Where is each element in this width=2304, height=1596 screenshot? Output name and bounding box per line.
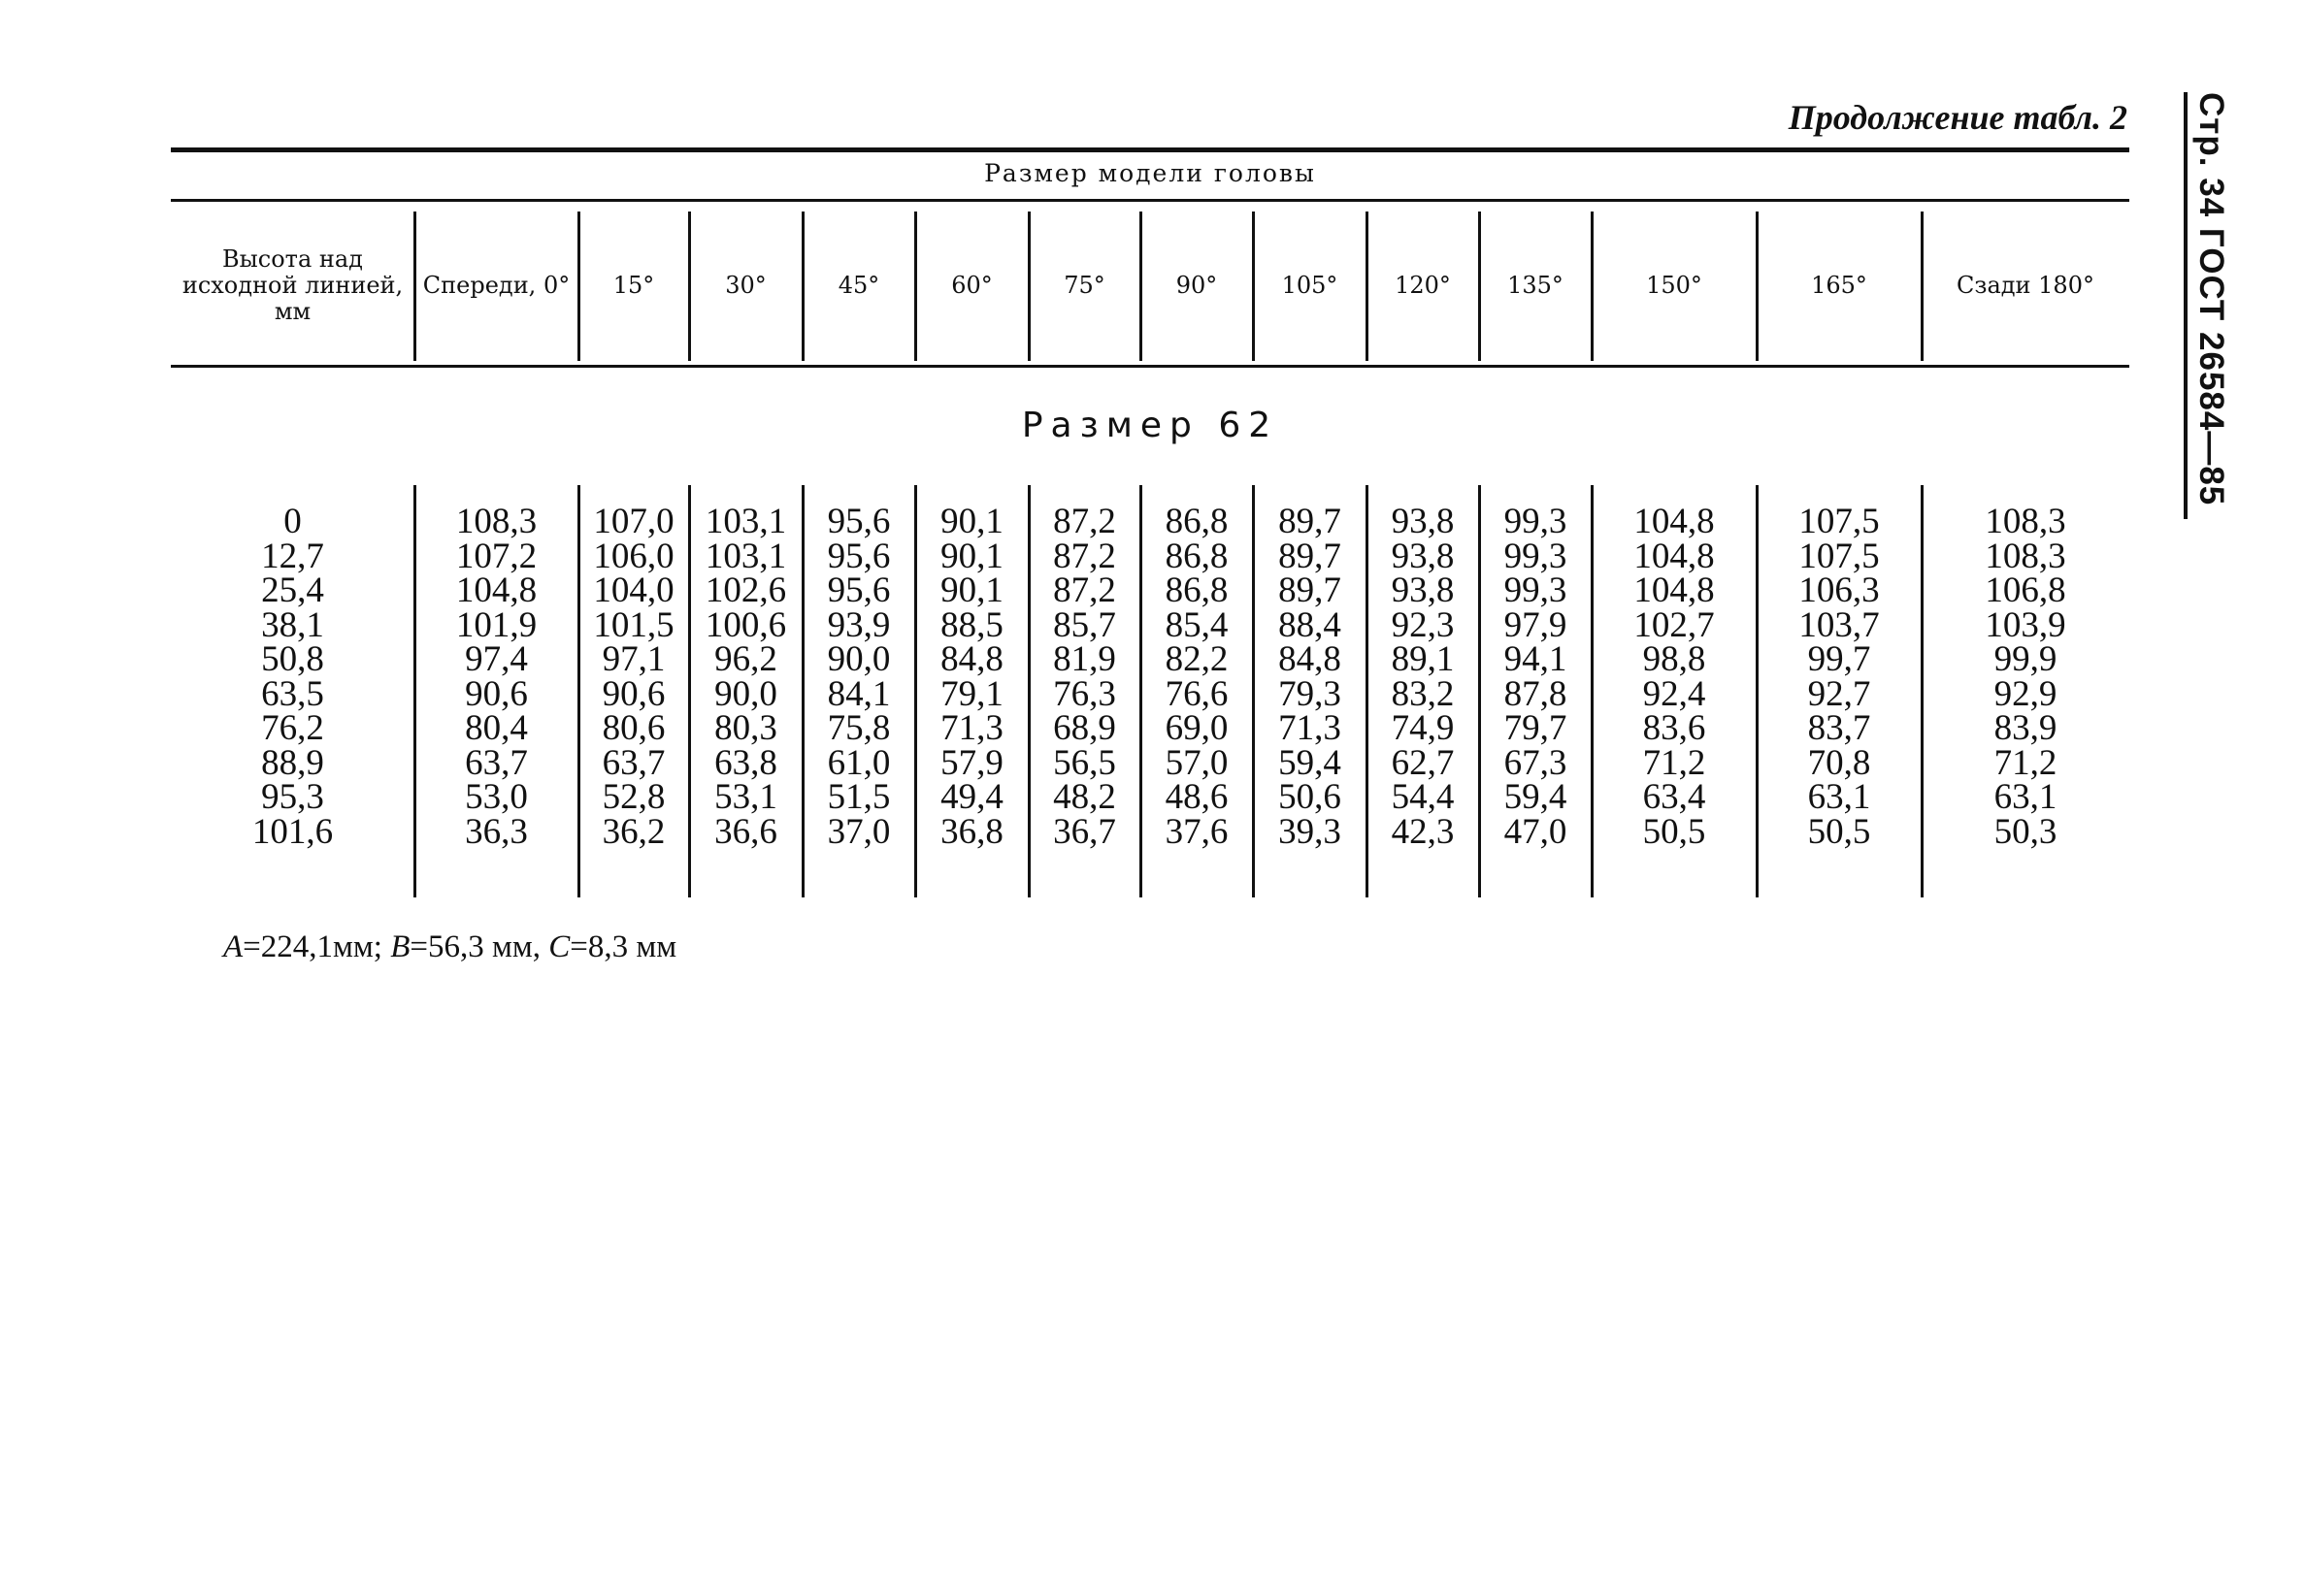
table-cell: 90,1 <box>940 502 1004 541</box>
continuation-label: Продолжение табл. 2 <box>1788 98 2127 137</box>
table-cell: 90,1 <box>940 570 1004 610</box>
table-cell: 53,1 <box>714 777 777 817</box>
table-cell: 103,7 <box>1798 604 1880 645</box>
table-cell: 106,3 <box>1798 570 1880 610</box>
table-cell: 50,6 <box>1278 777 1341 817</box>
table-cell: 90,1 <box>940 536 1004 576</box>
table-cell: 82,2 <box>1165 639 1229 679</box>
table-cell: 36,7 <box>1053 811 1116 852</box>
table-cell: 99,3 <box>1503 502 1567 541</box>
value-column <box>1366 502 1479 852</box>
value-column <box>1253 502 1366 852</box>
table-cell: 95,6 <box>827 570 891 610</box>
column-header: 30° <box>725 271 767 299</box>
table-cell: 97,1 <box>602 639 666 679</box>
table-cell: 56,5 <box>1053 742 1116 783</box>
footnote-c-value: =8,3 мм <box>570 929 677 964</box>
table-cell: 79,7 <box>1503 708 1567 748</box>
table-cell: 104,8 <box>1633 502 1715 541</box>
table-cell: 36,6 <box>714 811 777 852</box>
header-column-divider <box>914 212 917 361</box>
table-cell: 63,1 <box>1807 777 1871 817</box>
table-cell: 0 <box>283 502 302 541</box>
table-cell: 12,7 <box>261 536 324 576</box>
table-cell: 101,9 <box>455 604 538 645</box>
table-cell: 106,8 <box>1985 570 2066 610</box>
table-cell: 103,1 <box>705 502 787 541</box>
table-cell: 92,4 <box>1642 673 1706 714</box>
table-cell: 71,3 <box>940 708 1004 748</box>
table-cell: 63,8 <box>714 742 777 783</box>
table-cell: 95,6 <box>827 502 891 541</box>
table-cell: 36,8 <box>940 811 1004 852</box>
header-column-divider <box>1139 212 1142 361</box>
value-column <box>915 502 1029 852</box>
table-cell: 63,7 <box>602 742 666 783</box>
table-cell: 100,6 <box>705 604 787 645</box>
table-cell: 69,0 <box>1165 708 1229 748</box>
table-cell: 86,8 <box>1165 536 1229 576</box>
dimension-footnote <box>223 929 676 965</box>
table-cell: 68,9 <box>1053 708 1116 748</box>
footnote-a-label: A <box>223 929 244 964</box>
body-column-divider <box>1591 485 1594 897</box>
table-cell: 102,6 <box>705 570 787 610</box>
header-column-divider <box>1591 212 1594 361</box>
footnote-a-value: =224,1мм; <box>243 929 382 964</box>
table-cell: 62,7 <box>1391 742 1455 783</box>
table-cell: 67,3 <box>1503 742 1567 783</box>
footnote-b-value: =56,3 мм, <box>410 929 542 964</box>
table-cell: 104,8 <box>455 570 538 610</box>
table-cell: 103,1 <box>705 536 787 576</box>
table-cell: 71,3 <box>1278 708 1341 748</box>
table-cell: 37,6 <box>1165 811 1229 852</box>
table-cell: 52,8 <box>602 777 666 817</box>
column-header: 45° <box>838 271 880 299</box>
table-cell: 89,7 <box>1278 536 1341 576</box>
table-cell: 84,1 <box>827 673 891 714</box>
table-cell: 108,3 <box>1985 536 2066 576</box>
table-cell: 97,4 <box>465 639 528 679</box>
table-cell: 63,1 <box>1993 777 2057 817</box>
header-column-divider <box>1028 212 1031 361</box>
table-cell: 38,1 <box>261 604 324 645</box>
table-header-bottom-rule <box>171 365 2129 368</box>
body-column-divider <box>1028 485 1031 897</box>
table-cell: 80,4 <box>465 708 528 748</box>
header-column-divider <box>1756 212 1759 361</box>
table-cell: 104,0 <box>593 570 675 610</box>
table-cell: 87,2 <box>1053 536 1116 576</box>
table-cell: 99,3 <box>1503 570 1567 610</box>
side-running-head: Стр. 34 ГОСТ 26584—85 <box>2184 92 2230 519</box>
column-header: 75° <box>1064 271 1105 299</box>
column-header: Спереди, 0° <box>422 271 571 299</box>
table-cell: 80,6 <box>602 708 666 748</box>
table-cell: 107,0 <box>593 502 675 541</box>
table-cell: 83,2 <box>1391 673 1455 714</box>
table-cell: 83,7 <box>1807 708 1871 748</box>
table-cell: 87,8 <box>1503 673 1567 714</box>
table-cell: 57,0 <box>1165 742 1229 783</box>
table-cell: 99,7 <box>1807 639 1871 679</box>
value-column <box>1479 502 1592 852</box>
table-cell: 86,8 <box>1165 502 1229 541</box>
table-cell: 108,3 <box>455 502 538 541</box>
table-cell: 104,8 <box>1633 536 1715 576</box>
body-column-divider <box>1366 485 1368 897</box>
table-cell: 89,7 <box>1278 502 1341 541</box>
header-column-divider <box>413 212 416 361</box>
table-group-rule <box>171 199 2129 202</box>
row-header-height: Высота над исходной линией, мм <box>181 244 404 325</box>
header-column-divider <box>688 212 691 361</box>
table-cell: 98,8 <box>1642 639 1706 679</box>
table-cell: 90,6 <box>602 673 666 714</box>
table-cell: 53,0 <box>465 777 528 817</box>
column-header: 165° <box>1811 271 1867 299</box>
table-cell: 85,7 <box>1053 604 1116 645</box>
value-column <box>1140 502 1253 852</box>
value-column <box>578 502 689 852</box>
table-cell: 99,9 <box>1993 639 2057 679</box>
height-column <box>171 502 444 852</box>
table-cell: 63,5 <box>261 673 324 714</box>
table-cell: 48,6 <box>1165 777 1229 817</box>
value-column <box>414 502 578 852</box>
table-cell: 49,4 <box>940 777 1004 817</box>
table-cell: 93,8 <box>1391 570 1455 610</box>
table-cell: 101,6 <box>251 811 334 852</box>
table-cell: 63,7 <box>465 742 528 783</box>
table-cell: 106,0 <box>593 536 675 576</box>
table-cell: 92,3 <box>1391 604 1455 645</box>
header-column-divider <box>1252 212 1255 361</box>
table-cell: 76,3 <box>1053 673 1116 714</box>
value-column <box>1029 502 1140 852</box>
table-cell: 83,6 <box>1642 708 1706 748</box>
table-cell: 92,9 <box>1993 673 2057 714</box>
column-header: 60° <box>951 271 993 299</box>
body-column-divider <box>1921 485 1924 897</box>
table-cell: 47,0 <box>1503 811 1567 852</box>
header-column-divider <box>1478 212 1481 361</box>
table-cell: 107,5 <box>1798 502 1880 541</box>
body-column-divider <box>577 485 580 897</box>
table-cell: 92,7 <box>1807 673 1871 714</box>
table-cell: 89,1 <box>1391 639 1455 679</box>
value-column <box>1592 502 1757 852</box>
table-cell: 71,2 <box>1642 742 1706 783</box>
footnote-b-label: B <box>390 929 411 964</box>
table-cell: 25,4 <box>261 570 324 610</box>
table-cell: 93,8 <box>1391 536 1455 576</box>
table-cell: 50,8 <box>261 639 324 679</box>
table-cell: 36,2 <box>602 811 666 852</box>
table-cell: 83,9 <box>1993 708 2057 748</box>
table-cell: 95,6 <box>827 536 891 576</box>
column-header: 120° <box>1395 271 1451 299</box>
table-cell: 94,1 <box>1503 639 1567 679</box>
table-cell: 81,9 <box>1053 639 1116 679</box>
value-column <box>689 502 803 852</box>
body-column-divider <box>1756 485 1759 897</box>
table-cell: 93,9 <box>827 604 891 645</box>
table-cell: 76,2 <box>261 708 324 748</box>
table-cell: 61,0 <box>827 742 891 783</box>
table-cell: 50,5 <box>1642 811 1706 852</box>
table-cell: 74,9 <box>1391 708 1455 748</box>
table-cell: 79,3 <box>1278 673 1341 714</box>
table-cell: 90,0 <box>827 639 891 679</box>
body-column-divider <box>1139 485 1142 897</box>
body-column-divider <box>802 485 805 897</box>
value-column <box>1922 502 2129 852</box>
table-cell: 107,2 <box>455 536 538 576</box>
table-cell: 71,2 <box>1993 742 2057 783</box>
table-cell: 108,3 <box>1985 502 2066 541</box>
table-cell: 95,3 <box>261 777 324 817</box>
column-header: 105° <box>1281 271 1338 299</box>
table-cell: 87,2 <box>1053 570 1116 610</box>
value-column <box>803 502 915 852</box>
table-cell: 48,2 <box>1053 777 1116 817</box>
table-cell: 97,9 <box>1503 604 1567 645</box>
table-cell: 36,3 <box>465 811 528 852</box>
column-header: 15° <box>612 271 655 299</box>
column-header: 135° <box>1507 271 1563 299</box>
table-cell: 88,4 <box>1278 604 1341 645</box>
table-cell: 90,0 <box>714 673 777 714</box>
header-column-divider <box>1366 212 1368 361</box>
table-cell: 104,8 <box>1633 570 1715 610</box>
table-cell: 96,2 <box>714 639 777 679</box>
table-cell: 88,5 <box>940 604 1004 645</box>
table-cell: 87,2 <box>1053 502 1116 541</box>
header-column-divider <box>577 212 580 361</box>
table-group-header: Размер модели головы <box>984 159 1316 187</box>
body-column-divider <box>688 485 691 897</box>
table-cell: 42,3 <box>1391 811 1455 852</box>
table-cell: 37,0 <box>827 811 891 852</box>
table-top-rule <box>171 147 2129 152</box>
table-cell: 63,4 <box>1642 777 1706 817</box>
header-column-divider <box>1921 212 1924 361</box>
table-cell: 54,4 <box>1391 777 1455 817</box>
table-cell: 93,8 <box>1391 502 1455 541</box>
table-cell: 89,7 <box>1278 570 1341 610</box>
table-cell: 76,6 <box>1165 673 1229 714</box>
table-cell: 51,5 <box>827 777 891 817</box>
column-header: 150° <box>1646 271 1702 299</box>
table-cell: 59,4 <box>1278 742 1341 783</box>
body-column-divider <box>914 485 917 897</box>
column-header: 90° <box>1175 271 1218 299</box>
table-cell: 103,9 <box>1985 604 2066 645</box>
table-cell: 86,8 <box>1165 570 1229 610</box>
table-cell: 70,8 <box>1807 742 1871 783</box>
table-cell: 59,4 <box>1503 777 1567 817</box>
table-cell: 85,4 <box>1165 604 1229 645</box>
column-header: Сзади 180° <box>1957 271 2094 299</box>
body-column-divider <box>1252 485 1255 897</box>
table-cell: 57,9 <box>940 742 1004 783</box>
table-cell: 50,3 <box>1993 811 2057 852</box>
table-cell: 102,7 <box>1633 604 1715 645</box>
table-cell: 79,1 <box>940 673 1004 714</box>
table-cell: 107,5 <box>1798 536 1880 576</box>
body-column-divider <box>1478 485 1481 897</box>
table-cell: 84,8 <box>1278 639 1341 679</box>
footnote-c-label: C <box>548 929 571 964</box>
table-cell: 39,3 <box>1278 811 1341 852</box>
table-cell: 80,3 <box>714 708 777 748</box>
table-cell: 88,9 <box>261 742 324 783</box>
body-column-divider <box>413 485 416 897</box>
table-cell: 75,8 <box>827 708 891 748</box>
header-column-divider <box>802 212 805 361</box>
table-cell: 90,6 <box>465 673 528 714</box>
table-cell: 84,8 <box>940 639 1004 679</box>
table-cell: 50,5 <box>1807 811 1871 852</box>
value-column <box>1757 502 1922 852</box>
table-cell: 101,5 <box>593 604 675 645</box>
table-cell: 99,3 <box>1503 536 1567 576</box>
section-title: Размер 62 <box>1021 406 1279 445</box>
